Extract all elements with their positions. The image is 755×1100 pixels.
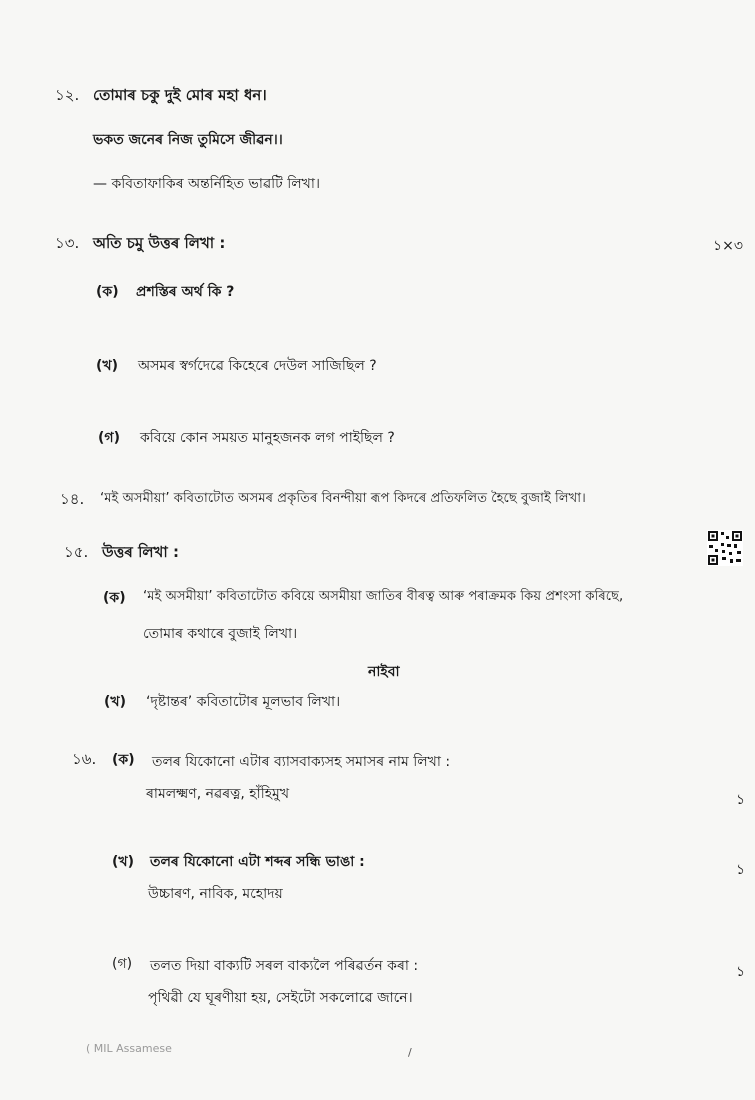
q14-text: ‘মই অসমীয়া’ কবিতাটোত অসমৰ প্ৰকৃতিৰ বিনন্দীয়া ৰূপ কিদৰে প্ৰতিফলিত হৈছে বুজাই লিখা। [100, 491, 586, 506]
q16-number: ১৬. [72, 750, 97, 768]
q13b-text: অসমৰ স্বৰ্গদেৱে কিহেৰে দেউল সাজিছিল ? [138, 358, 377, 374]
q15a-label: (ক) [103, 590, 126, 606]
q13-number: ১৩. [55, 234, 80, 252]
q13-marks: ১×৩ [713, 238, 743, 254]
q16c-sentence: পৃথিৱী যে ঘূৰণীয়া হয়, সেইটো সকলোৱে জানে। [148, 990, 413, 1006]
q16c-text: তলত দিয়া বাক্যটি সৰল বাক্যলৈ পৰিৱৰ্তন কৰা : [150, 958, 419, 974]
q12-instruction: — কবিতাফাকিৰ অন্তৰ্নিহিত ভাৱটি লিখা। [93, 176, 320, 192]
q16a-label: (ক) [112, 752, 135, 768]
q14-number: ১৪. [60, 490, 85, 508]
q15a-line2: তোমাৰ কথাৰে বুজাই লিখা। [143, 626, 298, 642]
q13c-label: (গ) [98, 430, 120, 446]
q15-number: ১৫. [64, 543, 89, 561]
qr-code-icon [707, 530, 743, 566]
q16a-marks: ১ [736, 792, 746, 808]
q15-or: নাইবা [368, 664, 400, 680]
q12-number: ১২. [55, 86, 80, 104]
q15b-text: ‘দৃষ্টান্তৰ’ কবিতাটোৰ মূলভাব লিখা। [146, 694, 341, 710]
footer-mark: / [408, 1046, 412, 1059]
q13-heading: অতি চমু উত্তৰ লিখা : [93, 234, 226, 252]
q13a-label: (ক) [96, 284, 119, 300]
q12-line2: ভকত জনেৰ নিজ তুমিসে জীৱন।। [93, 132, 283, 148]
q15b-label: (খ) [104, 694, 126, 710]
q15-heading: উত্তৰ লিখা : [102, 543, 179, 561]
q16b-words: উচ্চাৰণ, নাবিক, মহোদয় [148, 886, 283, 902]
q13c-text: কবিয়ে কোন সময়ত মানুহজনক লগ পাইছিল ? [140, 430, 395, 446]
q16c-label: (গ) [112, 956, 133, 972]
q15a-line1: ‘মই অসমীয়া’ কবিতাটোত কবিয়ে অসমীয়া জাতিৰ বীৰত্ব আৰু পৰাক্ৰমক কিয় প্ৰশংসা কৰিছে, [143, 589, 624, 604]
q12-line1: তোমাৰ চকু দুই মোৰ মহা ধন। [93, 86, 267, 104]
q16b-label: (খ) [112, 854, 134, 870]
q16b-marks: ১ [736, 862, 746, 878]
q16c-marks: ১ [736, 964, 746, 980]
q16a-words: ৰামলক্ষ্মণ, নৱৰত্ন, হাঁহিমুখ [146, 786, 290, 802]
q16a-text: তলৰ যিকোনো এটাৰ ব্যাসবাক্যসহ সমাসৰ নাম লিখা : [152, 754, 451, 770]
q16b-text: তলৰ যিকোনো এটা শব্দৰ সন্ধি ভাঙা : [150, 854, 365, 870]
q13b-label: (খ) [96, 358, 118, 374]
footer-subject: ( MIL Assamese [86, 1042, 172, 1055]
q13a-text: প্ৰশস্তিৰ অৰ্থ কি ? [136, 284, 235, 300]
